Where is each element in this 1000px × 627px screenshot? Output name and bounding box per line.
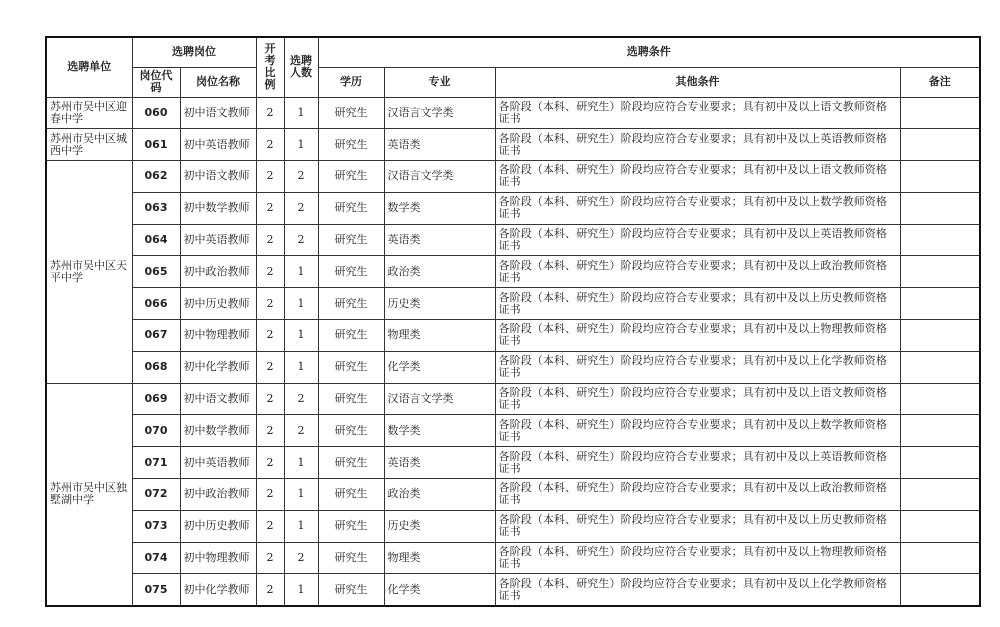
post-code-cell: 061 [132,129,180,161]
post-code-cell: 067 [132,320,180,352]
count-cell: 2 [284,192,318,224]
note-cell [900,192,980,224]
ratio-cell: 2 [256,351,284,383]
note-cell [900,542,980,574]
major-cell: 汉语言文学类 [384,383,495,415]
education-cell: 研究生 [318,288,384,320]
post-name-cell: 初中英语教师 [180,129,256,161]
recruitment-table [45,36,981,607]
note-cell [900,97,980,129]
table-row [46,129,980,161]
count-cell: 1 [284,288,318,320]
post-name-cell: 初中历史教师 [180,510,256,542]
note-cell [900,415,980,447]
ratio-cell: 2 [256,542,284,574]
count-cell: 2 [284,415,318,447]
note-cell [900,447,980,479]
post-name-cell: 初中政治教师 [180,479,256,511]
count-cell: 2 [284,542,318,574]
count-cell: 1 [284,479,318,511]
post-name-cell: 初中英语教师 [180,224,256,256]
other-conditions-cell: 各阶段（本科、研究生）阶段均应符合专业要求；具有初中及以上语文教师资格证书 [495,97,900,129]
table-row [46,479,980,511]
education-cell: 研究生 [318,351,384,383]
major-cell: 历史类 [384,288,495,320]
header-conditions: 选聘条件 [318,37,980,67]
ratio-cell: 2 [256,415,284,447]
count-cell: 1 [284,97,318,129]
post-name-cell: 初中数学教师 [180,415,256,447]
table-row [46,351,980,383]
post-code-cell: 068 [132,351,180,383]
other-conditions-cell: 各阶段（本科、研究生）阶段均应符合专业要求；具有初中及以上化学教师资格证书 [495,574,900,606]
post-name-cell: 初中化学教师 [180,351,256,383]
post-code-cell: 071 [132,447,180,479]
major-cell: 英语类 [384,447,495,479]
post-code-cell: 066 [132,288,180,320]
count-cell: 2 [284,224,318,256]
count-cell: 2 [284,383,318,415]
post-code-cell: 065 [132,256,180,288]
note-cell [900,288,980,320]
post-name-cell: 初中语文教师 [180,97,256,129]
ratio-cell: 2 [256,224,284,256]
header-other: 其他条件 [495,67,900,97]
post-code-cell: 072 [132,479,180,511]
education-cell: 研究生 [318,415,384,447]
post-code-cell: 074 [132,542,180,574]
table-row [46,415,980,447]
header-ratio: 开考比例 [256,37,284,97]
other-conditions-cell: 各阶段（本科、研究生）阶段均应符合专业要求；具有初中及以上英语教师资格证书 [495,447,900,479]
header-post-name: 岗位名称 [180,67,256,97]
header-post: 选聘岗位 [132,37,256,67]
ratio-cell: 2 [256,288,284,320]
table-row [46,224,980,256]
major-cell: 政治类 [384,256,495,288]
ratio-cell: 2 [256,510,284,542]
note-cell [900,383,980,415]
education-cell: 研究生 [318,574,384,606]
count-cell: 2 [284,161,318,193]
header-unit: 选聘单位 [46,37,132,97]
table-row [46,510,980,542]
education-cell: 研究生 [318,256,384,288]
education-cell: 研究生 [318,161,384,193]
post-name-cell: 初中数学教师 [180,192,256,224]
ratio-cell: 2 [256,447,284,479]
unit-cell: 苏州市吴中区迎春中学 [46,97,132,129]
other-conditions-cell: 各阶段（本科、研究生）阶段均应符合专业要求；具有初中及以上英语教师资格证书 [495,129,900,161]
post-name-cell: 初中英语教师 [180,447,256,479]
header-major: 专业 [384,67,495,97]
post-name-cell: 初中语文教师 [180,383,256,415]
ratio-cell: 2 [256,129,284,161]
post-name-cell: 初中化学教师 [180,574,256,606]
count-cell: 1 [284,351,318,383]
count-cell: 1 [284,447,318,479]
table-row [46,447,980,479]
major-cell: 政治类 [384,479,495,511]
ratio-cell: 2 [256,479,284,511]
other-conditions-cell: 各阶段（本科、研究生）阶段均应符合专业要求；具有初中及以上数学教师资格证书 [495,192,900,224]
table-row [46,320,980,352]
header-note: 备注 [900,67,980,97]
education-cell: 研究生 [318,383,384,415]
count-cell: 1 [284,510,318,542]
table-row [46,97,980,129]
major-cell: 汉语言文学类 [384,161,495,193]
post-name-cell: 初中物理教师 [180,320,256,352]
ratio-cell: 2 [256,161,284,193]
note-cell [900,161,980,193]
table-row [46,161,980,193]
post-code-cell: 075 [132,574,180,606]
ratio-cell: 2 [256,320,284,352]
education-cell: 研究生 [318,542,384,574]
major-cell: 历史类 [384,510,495,542]
post-code-cell: 060 [132,97,180,129]
ratio-cell: 2 [256,192,284,224]
major-cell: 数学类 [384,192,495,224]
table-row [46,383,980,415]
education-cell: 研究生 [318,129,384,161]
education-cell: 研究生 [318,510,384,542]
note-cell [900,510,980,542]
major-cell: 英语类 [384,224,495,256]
ratio-cell: 2 [256,97,284,129]
education-cell: 研究生 [318,224,384,256]
note-cell [900,224,980,256]
major-cell: 汉语言文学类 [384,97,495,129]
education-cell: 研究生 [318,479,384,511]
post-code-cell: 064 [132,224,180,256]
major-cell: 英语类 [384,129,495,161]
count-cell: 1 [284,129,318,161]
note-cell [900,574,980,606]
education-cell: 研究生 [318,320,384,352]
major-cell: 数学类 [384,415,495,447]
ratio-cell: 2 [256,383,284,415]
unit-cell: 苏州市吴中区天平中学 [46,161,132,384]
post-code-cell: 063 [132,192,180,224]
post-code-cell: 073 [132,510,180,542]
post-code-cell: 062 [132,161,180,193]
post-name-cell: 初中历史教师 [180,288,256,320]
note-cell [900,256,980,288]
table-row [46,256,980,288]
major-cell: 物理类 [384,320,495,352]
post-name-cell: 初中政治教师 [180,256,256,288]
other-conditions-cell: 各阶段（本科、研究生）阶段均应符合专业要求；具有初中及以上政治教师资格证书 [495,256,900,288]
count-cell: 1 [284,256,318,288]
table-row [46,288,980,320]
other-conditions-cell: 各阶段（本科、研究生）阶段均应符合专业要求；具有初中及以上政治教师资格证书 [495,479,900,511]
note-cell [900,320,980,352]
note-cell [900,129,980,161]
unit-cell: 苏州市吴中区独墅湖中学 [46,383,132,606]
ratio-cell: 2 [256,256,284,288]
table-row [46,192,980,224]
table-row [46,542,980,574]
other-conditions-cell: 各阶段（本科、研究生）阶段均应符合专业要求；具有初中及以上物理教师资格证书 [495,542,900,574]
other-conditions-cell: 各阶段（本科、研究生）阶段均应符合专业要求；具有初中及以上化学教师资格证书 [495,351,900,383]
header-education: 学历 [318,67,384,97]
major-cell: 化学类 [384,574,495,606]
other-conditions-cell: 各阶段（本科、研究生）阶段均应符合专业要求；具有初中及以上物理教师资格证书 [495,320,900,352]
other-conditions-cell: 各阶段（本科、研究生）阶段均应符合专业要求；具有初中及以上历史教师资格证书 [495,288,900,320]
count-cell: 1 [284,320,318,352]
other-conditions-cell: 各阶段（本科、研究生）阶段均应符合专业要求；具有初中及以上历史教师资格证书 [495,510,900,542]
other-conditions-cell: 各阶段（本科、研究生）阶段均应符合专业要求；具有初中及以上数学教师资格证书 [495,415,900,447]
major-cell: 物理类 [384,542,495,574]
education-cell: 研究生 [318,192,384,224]
major-cell: 化学类 [384,351,495,383]
post-code-cell: 070 [132,415,180,447]
count-cell: 1 [284,574,318,606]
table-body [46,97,980,606]
ratio-cell: 2 [256,574,284,606]
post-code-cell: 069 [132,383,180,415]
header-count: 选聘人数 [284,37,318,97]
other-conditions-cell: 各阶段（本科、研究生）阶段均应符合专业要求；具有初中及以上英语教师资格证书 [495,224,900,256]
education-cell: 研究生 [318,97,384,129]
post-name-cell: 初中物理教师 [180,542,256,574]
header-post-code: 岗位代码 [132,67,180,97]
post-name-cell: 初中语文教师 [180,161,256,193]
education-cell: 研究生 [318,447,384,479]
table-row [46,574,980,606]
note-cell [900,479,980,511]
note-cell [900,351,980,383]
other-conditions-cell: 各阶段（本科、研究生）阶段均应符合专业要求；具有初中及以上语文教师资格证书 [495,383,900,415]
unit-cell: 苏州市吴中区城西中学 [46,129,132,161]
other-conditions-cell: 各阶段（本科、研究生）阶段均应符合专业要求；具有初中及以上语文教师资格证书 [495,161,900,193]
